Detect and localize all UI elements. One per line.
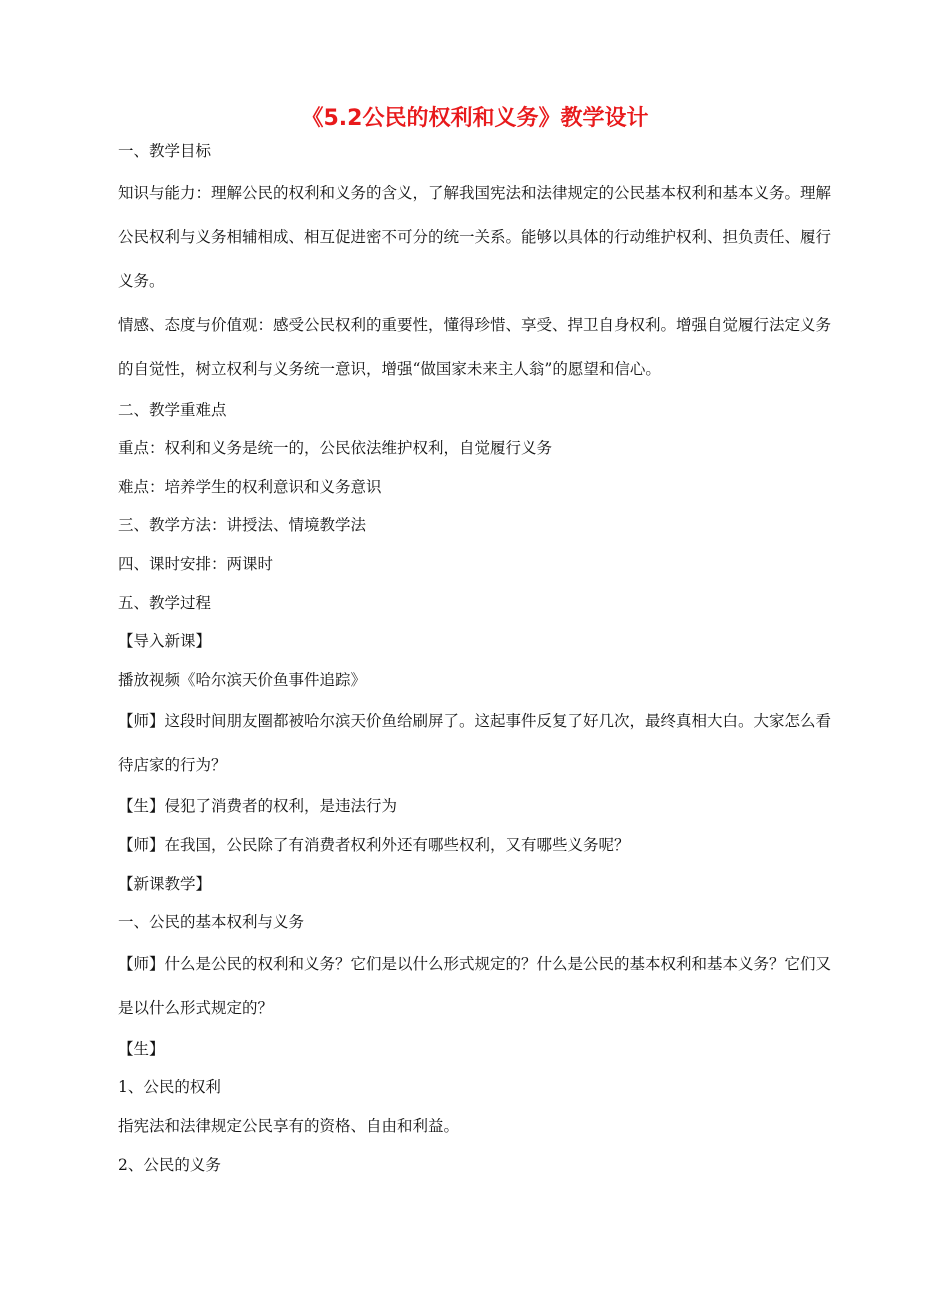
section-heading-objectives: 一、教学目标: [118, 142, 212, 160]
section-heading-schedule: 四、课时安排：两课时: [118, 554, 274, 573]
paragraph-teacher-1: 【师】这段时间朋友圈都被哈尔滨天价鱼给刷屏了。这起事件反复了好几次，最终真相大白。大家怎么看待店家的行为？: [118, 712, 832, 775]
paragraph-student-1: 【生】侵犯了消费者的权利，是违法行为: [118, 797, 398, 816]
section-heading-basic-rights: 一、公民的基本权利与义务: [118, 913, 305, 932]
subheading-new-lesson: 【新课教学】: [118, 874, 212, 893]
list-item-duties: 2、公民的义务: [118, 1155, 221, 1174]
paragraph-difficult-point: 难点：培养学生的权利意识和义务意识: [118, 477, 382, 496]
section-heading-process: 五、教学过程: [118, 593, 212, 612]
section-heading-methods: 三、教学方法：讲授法、情境教学法: [118, 516, 367, 535]
paragraph-video: 播放视频《哈尔滨天价鱼事件追踪》: [118, 670, 367, 689]
paragraph-rights-definition: 指宪法和法律规定公民享有的资格、自由和利益。: [118, 1116, 460, 1135]
paragraph-student-2: 【生】: [118, 1039, 165, 1058]
paragraph-knowledge-ability: 知识与能力：理解公民的权利和义务的含义，了解我国宪法和法律规定的公民基本权利和基本义务。理解公民权利与义务相辅相成、相互促进密不可分的统一关系。能够以具体的行动维护权利、担负责任、履行义务。: [118, 183, 832, 290]
paragraph-teacher-2: 【师】在我国，公民除了有消费者权利外还有哪些权利，又有哪些义务呢？: [118, 835, 630, 854]
paragraph-key-point: 重点：权利和义务是统一的，公民依法维护权利，自觉履行义务: [118, 439, 553, 458]
section-heading-key-points: 二、教学重难点: [118, 400, 227, 419]
document-body: [118, 132, 834, 1184]
document-title: 《5.2公民的权利和义务》教学设计: [301, 106, 649, 131]
subheading-introduction: 【导入新课】: [118, 632, 212, 651]
paragraph-emotion-attitude: 情感、态度与价值观：感受公民权利的重要性，懂得珍惜、享受、捍卫自身权利。增强自觉履行法定义务的自觉性，树立权利与义务统一意识，增强“做国家未来主人翁”的愿望和信心。: [118, 315, 832, 378]
list-item-rights: 1、公民的权利: [118, 1078, 221, 1097]
paragraph-teacher-3: 【师】什么是公民的权利和义务？它们是以什么形式规定的？什么是公民的基本权利和基本义务？它们又是以什么形式规定的？: [118, 954, 832, 1017]
